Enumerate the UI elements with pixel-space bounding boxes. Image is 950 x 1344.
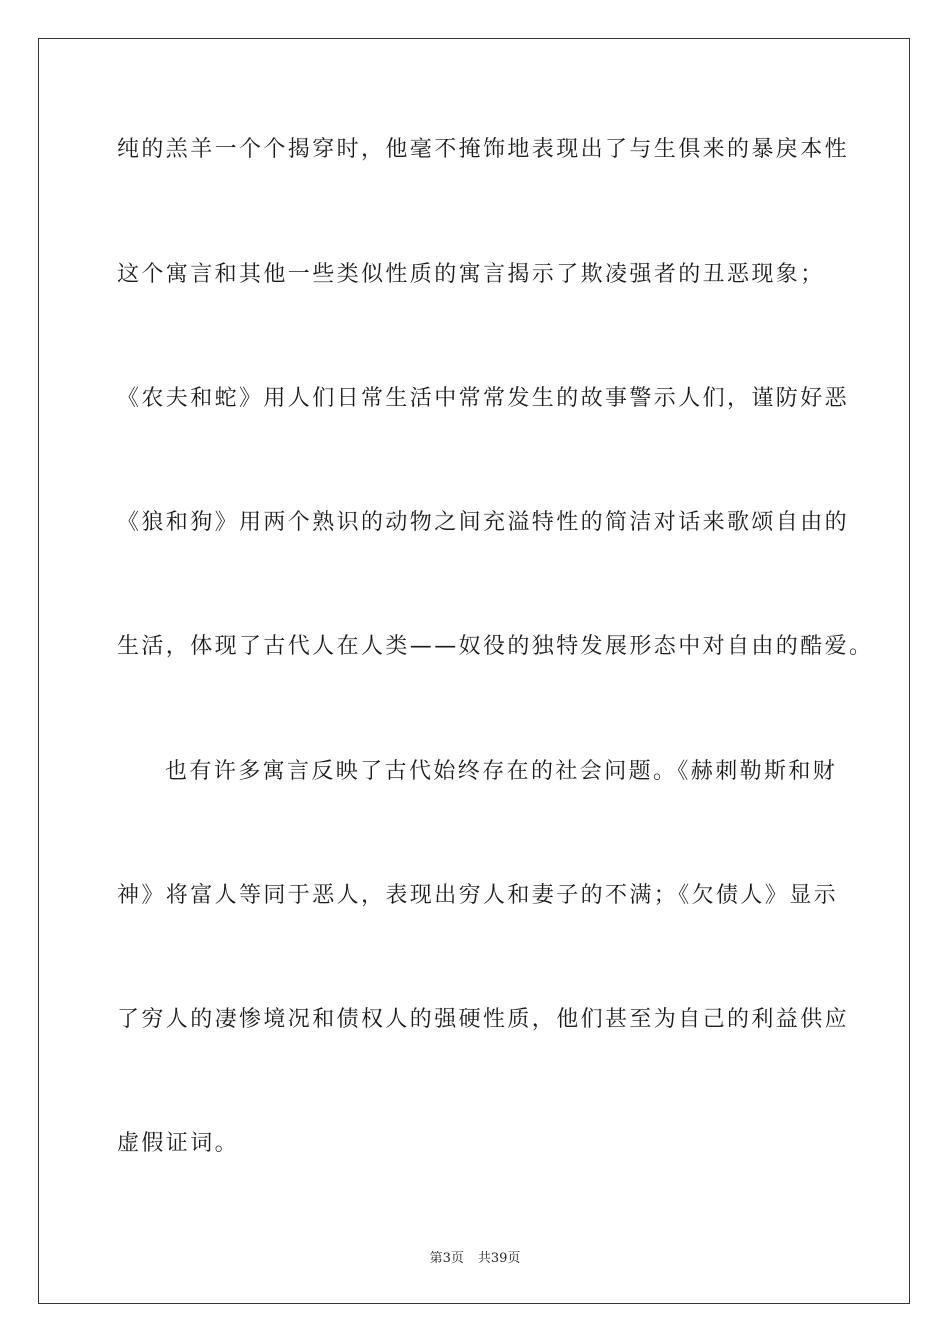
text-line: 纯的羔羊一个个揭穿时，他毫不掩饰地表现出了与生俱来的暴戾本性 [117,137,850,162]
total-pages: 共39页 [477,1251,521,1266]
text-line: 《狼和狗》用两个熟识的动物之间充溢特性的简洁对话来歌颂自由的 [117,510,850,535]
paragraph-start-line: 也有许多寓言反映了古代始终存在的社会问题。《赫刺勒斯和财 [165,759,838,784]
text-line: 神》将富人等同于恶人，表现出穷人和妻子的不满；《欠债人》显示 [117,883,839,908]
page-border [38,38,910,1304]
page-footer [0,1247,950,1266]
text-line: 生活，体现了古代人在人类——奴役的独特发展形态中对自由的酷爱。 [117,634,874,659]
text-line: 《农夫和蛇》用人们日常生活中常常发生的故事警示人们，谨防好恶 [117,386,850,411]
text-line: 虚假证词。 [117,1131,240,1156]
text-line: 这个寓言和其他一些类似性质的寓言揭示了欺凌强者的丑恶现象； [117,262,825,287]
text-line: 了穷人的凄惨境况和债权人的强硬性质，他们甚至为自己的利益供应 [117,1007,850,1032]
page-number: 第3页 [429,1251,464,1266]
